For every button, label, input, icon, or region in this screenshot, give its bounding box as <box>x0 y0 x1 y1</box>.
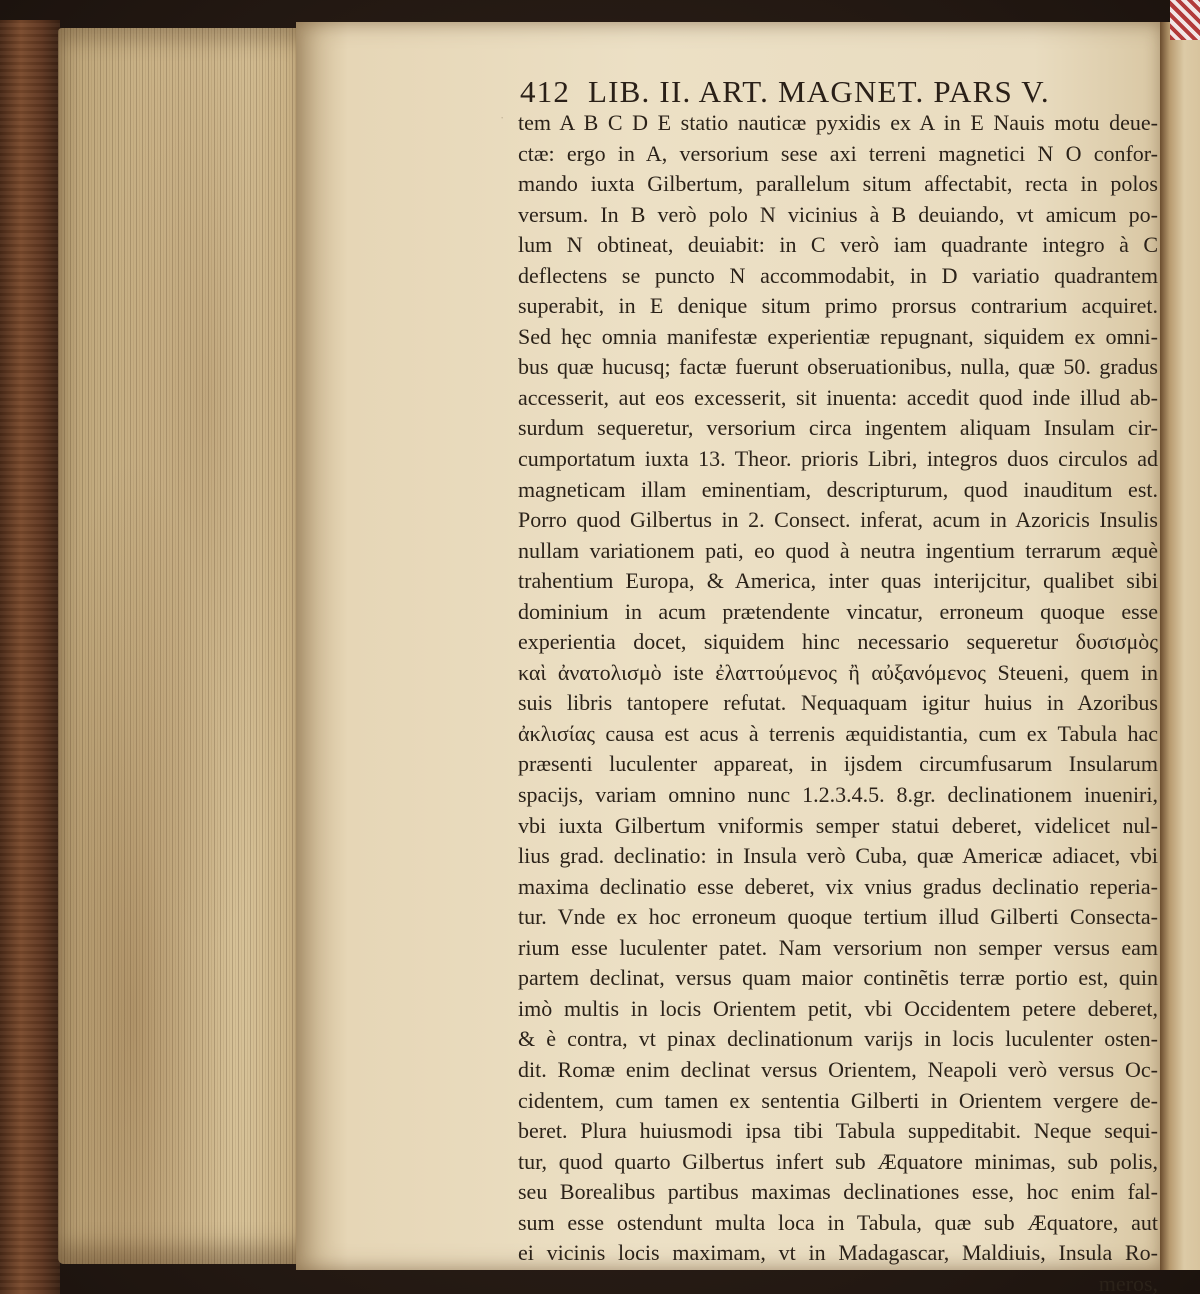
text-line: trahentium Europa, & America, inter quas interijcitur, qualibet sibi <box>518 568 1158 594</box>
text-line: seu Borealibus partibus maximas declinationes esse, hoc enim fal- <box>518 1179 1158 1205</box>
text-line: superabit, in E denique situm primo prorsus contrarium acquiret. <box>518 293 1158 319</box>
text-line: Porro quod Gilbertus in 2. Consect. inferat, acum in Azoricis Insulis <box>518 507 1158 533</box>
text-line: magneticam illam eminentiam, descripturum, quod inauditum est. <box>518 476 1158 502</box>
text-line: ἀκλισίας causa est acus à terrenis æquidistantia, cum ex Tabula hac <box>518 720 1158 746</box>
bookmark-ribbon <box>1170 0 1200 40</box>
text-line: beret. Plura huiusmodi ipsa tibi Tabula suppeditabit. Neque sequi- <box>518 1118 1158 1144</box>
text-line: bus quæ hucusq; factæ fuerunt obseruationibus, nulla, quæ 50. gradus <box>518 354 1158 380</box>
text-line: surdum sequeretur, versorium circa ingentem aliquam Insulam cir- <box>518 415 1158 441</box>
text-line: Sed hęc omnia manifestæ experientiæ repugnant, siquidem ex omni- <box>518 323 1158 349</box>
show-through-marks: · <box>500 110 505 125</box>
leather-binding <box>0 20 60 1294</box>
text-line: maxima declinatio esse deberet, vix vnius gradus declinatio reperia- <box>518 873 1158 899</box>
facing-page-edge <box>1160 22 1200 1270</box>
running-head <box>520 74 1120 110</box>
text-line: deflectens se puncto N accommodabit, in D variatio quadrantem <box>518 262 1158 288</box>
text-line: & è contra, vt pinax declinationum varijs in locis luculenter osten- <box>518 1026 1158 1052</box>
text-line: cumportatum iuxta 13. Theor. prioris Libri, integros duos circulos ad <box>518 446 1158 472</box>
text-line: cidentem, cum tamen ex sententia Gilberti in Orientem vergere de- <box>518 1087 1158 1113</box>
text-line: suis libris tantopere refutat. Nequaquam igitur huius in Azoribus <box>518 690 1158 716</box>
catchword: meros, <box>1098 1270 1158 1294</box>
text-line: sum esse ostendunt multa loca in Tabula, quæ sub Æquatore, aut <box>518 1209 1158 1235</box>
text-line: præsenti luculenter appareat, in ijsdem circumfusarum Insularum <box>518 751 1158 777</box>
text-line: tem A B C D E statio nauticæ pyxidis ex A in E Nauis motu deue- <box>518 110 1158 135</box>
page-edges <box>58 28 308 1264</box>
text-line: lum N obtineat, deuiabit: in C verò iam quadrante integro à C <box>518 232 1158 258</box>
text-line: spacijs, variam omnino nunc 1.2.3.4.5. 8.gr. declinationem inueniri, <box>518 782 1158 808</box>
text-line: partem declinat, versus quam maior continẽtis terræ portio est, quin <box>518 965 1158 991</box>
text-line: dit. Romæ enim declinat versus Orientem, Neapoli verò versus Oc- <box>518 1056 1158 1082</box>
text-line: tur. Vnde ex hoc erroneum quoque tertium illud Gilberti Consecta- <box>518 904 1158 930</box>
text-line: lius grad. declinatio: in Insula verò Cuba, quæ Americæ adiacet, vbi <box>518 843 1158 869</box>
text-line: imò multis in locis Orientem petit, vbi Occidentem petere deberet, <box>518 995 1158 1021</box>
text-line: vbi iuxta Gilbertum vniformis semper statui deberet, videlicet nul- <box>518 812 1158 838</box>
text-line: καὶ ἀνατολισμὸ iste ἐλαττούμενος ἢ αὐξανόμενος Steueni, quem in <box>518 659 1158 685</box>
text-line: ctæ: ergo in A, versorium sese axi terreni magnetici N O confor- <box>518 140 1158 166</box>
body-text <box>518 108 1158 1294</box>
page-number: 412 <box>520 74 571 109</box>
text-line: dominium in acum prætendente vincatur, erroneum quoque esse <box>518 598 1158 624</box>
text-line: ei vicinis locis maximam, vt in Madagascar, Maldiuis, Insula Ro- <box>518 1240 1158 1266</box>
text-line: rium esse luculenter patet. Nam versorium non semper versus eam <box>518 934 1158 960</box>
running-title: LIB. II. ART. MAGNET. PARS V. <box>588 74 1050 109</box>
text-line: experientia docet, siquidem hinc necessario sequeretur δυσισμὸς <box>518 629 1158 655</box>
text-line: nullam variationem pati, eo quod à neutra ingentium terrarum æquè <box>518 537 1158 563</box>
text-line: tur, quod quarto Gilbertus infert sub Æquatore minimas, sub polis, <box>518 1148 1158 1174</box>
text-line: mando iuxta Gilbertum, parallelum situm affectabit, recta in polos <box>518 171 1158 197</box>
text-line: versum. In B verò polo N vicinius à B deuiando, vt amicum po- <box>518 201 1158 227</box>
text-line: accesserit, aut eos excesserit, sit inuenta: accedit quod inde illud ab- <box>518 384 1158 410</box>
